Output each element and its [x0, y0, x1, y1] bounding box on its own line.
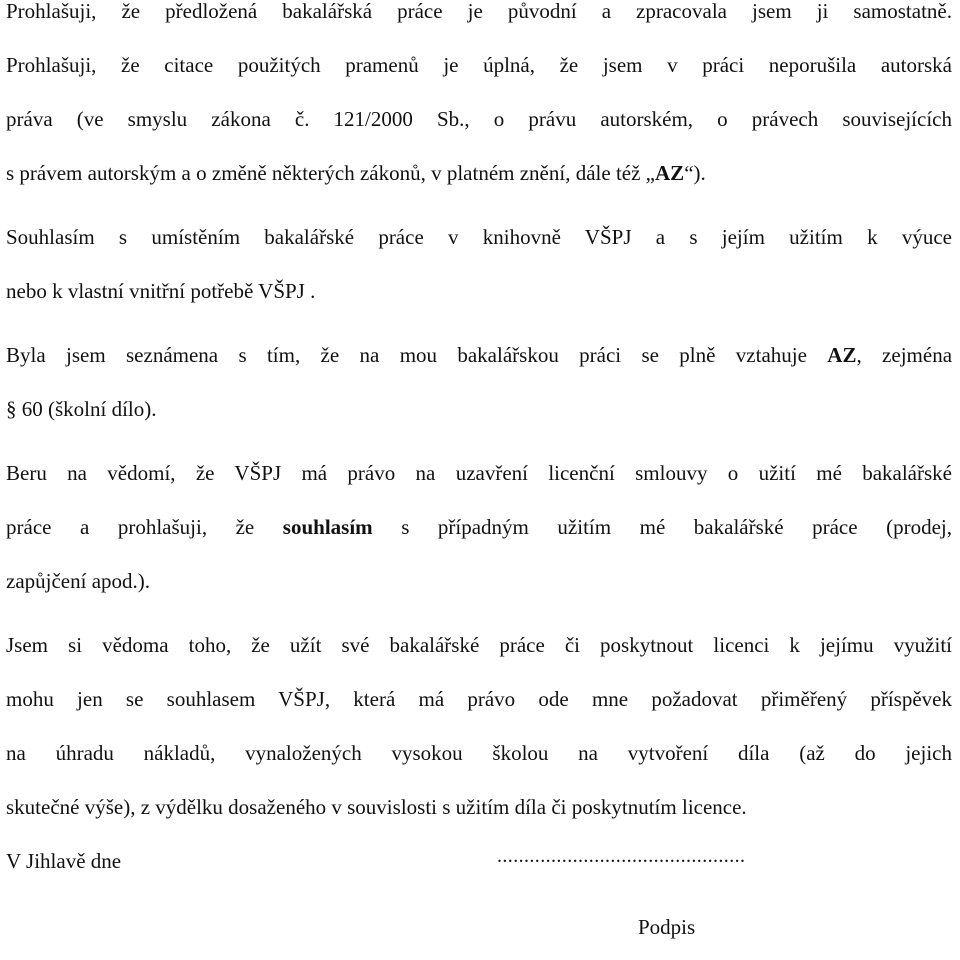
text-line	[6, 146, 952, 200]
text-line	[6, 500, 952, 554]
text-line: Beru na vědomí, že VŠPJ má právo na uzavření licenční smlouvy o užití mé bakalářské	[6, 461, 952, 485]
text-line: § 60 (školní dílo).	[6, 397, 157, 421]
bold-term-az: AZ	[655, 161, 685, 185]
text-span: , zejména	[856, 343, 952, 367]
text-span: Byla jsem seznámena s tím, že na mou bakalářskou práci se plně vztahuje	[6, 343, 807, 367]
text-line: zapůjčení apod.).	[6, 569, 151, 593]
text-line: Prohlašuji, že předložená bakalářská práce je původní a zpracovala jsem ji samostatně.	[6, 0, 952, 23]
text-line: Jsem si vědoma toho, že užít své bakalářské práce či poskytnout licenci k jejímu využití	[6, 633, 952, 657]
text-line: mohu jen se souhlasem VŠPJ, která má právo ode mne požadovat přiměřený příspěvek	[6, 687, 952, 711]
text-span: “).	[684, 161, 706, 185]
bold-term-souhlasim: souhlasím	[282, 515, 373, 539]
signature-label: Podpis	[638, 915, 696, 939]
text-span: s právem autorským a o změně některých zákonů, v platném znění, dále též „	[6, 161, 655, 185]
text-line	[6, 328, 952, 382]
text-span: práce a prohlašuji, že	[6, 515, 255, 539]
bold-term-az: AZ	[827, 343, 857, 367]
text-line: na úhradu nákladů, vynaložených vysokou školou na vytvoření díla (až do jejich	[6, 741, 952, 765]
text-span: s případným užitím mé bakalářské práce (prodej,	[401, 515, 952, 539]
paragraph-originality	[6, 0, 952, 200]
paragraph-copyright-notice	[6, 328, 952, 436]
paragraph-awareness	[6, 618, 952, 834]
paragraph-library-consent	[6, 210, 952, 318]
text-line: Prohlašuji, že citace použitých pramenů je úplná, že jsem v práci neporušila autorská	[6, 53, 952, 77]
text-line: nebo k vlastní vnitřní potřebě VŠPJ .	[6, 279, 316, 303]
text-line: skutečné výše), z výdělku dosaženého v souvislosti s užitím díla či poskytnutím licence.	[6, 795, 747, 819]
text-line: práva (ve smyslu zákona č. 121/2000 Sb., o právu autorském, o právech souvisejících	[6, 107, 952, 131]
paragraph-license	[6, 446, 952, 608]
text-line: Souhlasím s umístěním bakalářské práce v knihovně VŠPJ a s jejím užitím k výuce	[6, 225, 952, 249]
signature-line: ..............................................	[497, 845, 746, 867]
place-and-date: V Jihlavě dne	[6, 849, 122, 873]
